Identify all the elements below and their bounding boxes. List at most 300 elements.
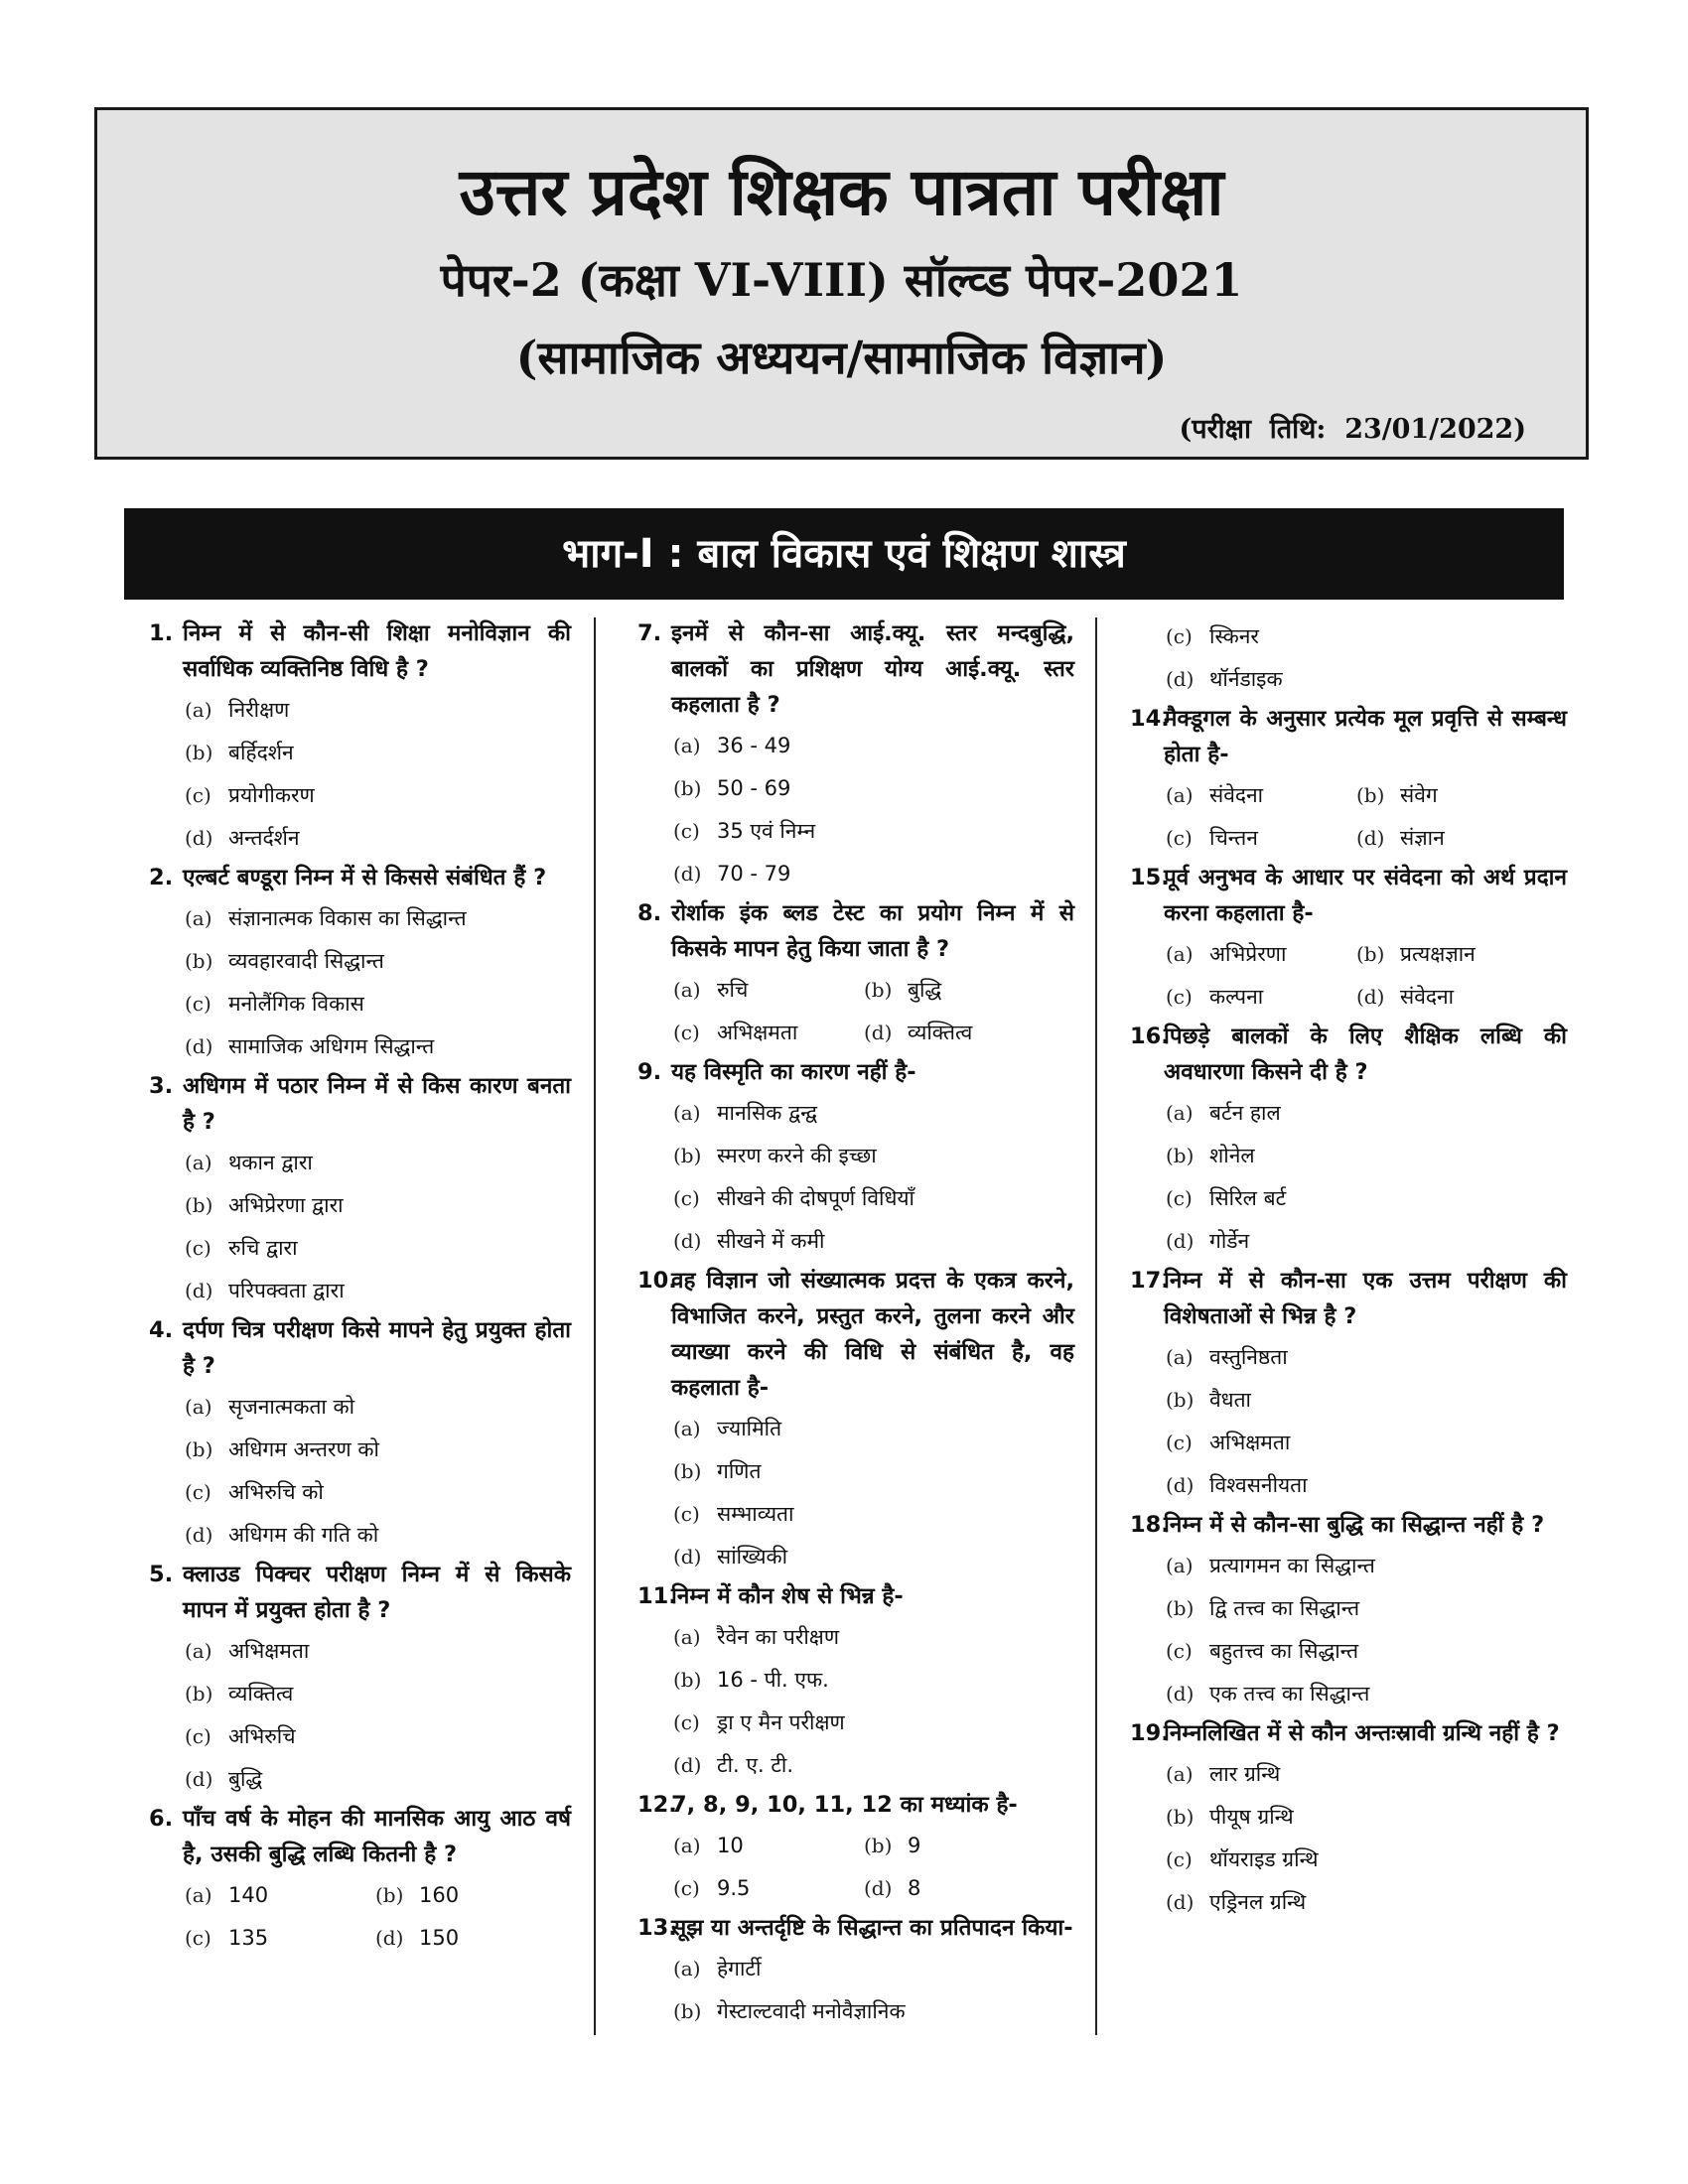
option-text: कल्पना — [1209, 985, 1264, 1009]
option-letter: (a) — [185, 1151, 212, 1174]
option-row — [1130, 933, 1567, 976]
option-text: लार ग्रन्थि — [1209, 1762, 1281, 1786]
question — [1130, 1715, 1567, 1751]
option — [1130, 1545, 1567, 1587]
option-letter: (c) — [1166, 1847, 1193, 1871]
option-letter: (b) — [185, 1193, 213, 1217]
question-item — [637, 1263, 1074, 1578]
option-row — [637, 1825, 1074, 1867]
option-text: संज्ञान — [1400, 826, 1445, 850]
question-text: निम्न में से कौन-सा एक उत्तम परीक्षण की विशेषताओं से भिन्न है ? — [1164, 1268, 1567, 1329]
option-letter: (c) — [1166, 1639, 1193, 1663]
option — [637, 767, 1074, 810]
option-text: 160 — [419, 1883, 460, 1907]
option-letter: (a) — [673, 1417, 701, 1440]
question-number: 14. — [1130, 706, 1170, 732]
option-letter: (d) — [673, 1229, 702, 1253]
option-letter: (a) — [673, 1834, 701, 1857]
option-letter: (c) — [185, 1480, 211, 1504]
option — [1130, 1630, 1567, 1673]
option-text: एड्रिनल ग्रन्थि — [1209, 1890, 1307, 1914]
option — [149, 1514, 571, 1557]
option-letter: (b) — [1166, 1144, 1195, 1167]
option-row — [1130, 976, 1567, 1019]
option — [637, 1135, 1074, 1177]
option-text: अभिप्रेरणा — [1209, 942, 1287, 966]
question-number: 2. — [149, 865, 174, 890]
option-letter: (a) — [673, 1101, 701, 1125]
option — [637, 1220, 1074, 1263]
option-letter: (a) — [673, 1957, 701, 1980]
question-text: वह विज्ञान जो संख्यात्मक प्रदत्त के एकत्र करने, विभाजित करने, प्रस्तुत करने, तुलना करने और व्याख्या करने की विधि से संबंधित है, वह कहलाता है- — [671, 1268, 1074, 1401]
option-letter: (a) — [185, 1883, 212, 1907]
option — [1130, 1336, 1567, 1379]
question-number: 6. — [149, 1806, 174, 1832]
question-item — [149, 1068, 571, 1312]
option-letter: (d) — [1356, 985, 1385, 1009]
option-letter: (b) — [864, 978, 893, 1002]
option-text: ड्रा ए मैन परीक्षण — [717, 1710, 845, 1734]
option-letter: (a) — [1166, 1762, 1194, 1786]
option-letter: (c) — [1166, 1431, 1193, 1454]
option-letter: (c) — [673, 1876, 700, 1900]
option — [1130, 1673, 1567, 1715]
option-text: 36 - 49 — [717, 734, 791, 757]
option-text: 50 - 69 — [717, 776, 791, 800]
question — [637, 1910, 1074, 1946]
option — [149, 1673, 571, 1715]
option-text: अभिक्षमता — [717, 1021, 798, 1044]
option — [637, 1702, 1074, 1744]
option-text: रैवेन का परीक्षण — [717, 1625, 840, 1649]
option — [1130, 1796, 1567, 1839]
question-number: 11. — [637, 1583, 677, 1609]
option-letter: (a) — [673, 978, 701, 1002]
option-letter: (b) — [185, 741, 213, 764]
question — [637, 1787, 1074, 1823]
option-text: 16 - पी. एफ. — [717, 1668, 829, 1692]
option-row — [637, 1012, 1074, 1054]
option — [1130, 615, 1567, 658]
question-column-2 — [637, 615, 1074, 2033]
option-letter: (d) — [185, 1279, 213, 1302]
question-item — [149, 1312, 571, 1557]
option-text: सांख्यिकी — [717, 1545, 788, 1569]
option-letter: (c) — [185, 783, 211, 807]
option-text: स्मरण करने की इच्छा — [717, 1144, 877, 1167]
option-letter: (d) — [864, 1876, 893, 1900]
question-item — [1130, 860, 1567, 1019]
option-text: प्रत्यागमन का सिद्धान्त — [1209, 1554, 1375, 1577]
option — [637, 810, 1074, 853]
option-text: 8 — [908, 1876, 921, 1900]
option-text: सीखने में कमी — [717, 1229, 825, 1253]
option — [637, 1450, 1074, 1493]
option — [1130, 1464, 1567, 1507]
question-text: पूर्व अनुभव के आधार पर संवेदना को अर्थ प्रदान करना कहलाता है- — [1164, 865, 1567, 926]
option-letter: (d) — [185, 1523, 213, 1547]
option-letter: (d) — [1166, 1229, 1195, 1253]
question-item — [637, 895, 1074, 1054]
option-text: थॉर्नडाइक — [1209, 667, 1283, 691]
option — [149, 1142, 571, 1184]
question-item — [637, 1787, 1074, 1910]
option-letter: (a) — [185, 1395, 212, 1419]
question-number: 17. — [1130, 1268, 1170, 1294]
question-number: 8. — [637, 900, 662, 926]
option-letter: (a) — [673, 734, 701, 757]
question-text: दर्पण चित्र परीक्षण किसे मापने हेतु प्रयुक्त होता है ? — [183, 1317, 571, 1379]
question — [149, 615, 571, 687]
option-letter: (b) — [1166, 1388, 1195, 1412]
question-item — [1130, 1507, 1567, 1715]
option-row — [1130, 817, 1567, 860]
question-text: इनमें से कौन-सा आई.क्यू. स्तर मन्दबुद्धि, बालकों का प्रशिक्षण योग्य आई.क्यू. स्तर कहलाता है ? — [671, 620, 1074, 718]
option-letter: (d) — [1166, 667, 1195, 691]
option-text: बुद्धि — [908, 978, 942, 1002]
question-text: पाँच वर्ष के मोहन की मानसिक आयु आठ वर्ष है, उसकी बुद्धि लब्धि कितनी है ? — [183, 1806, 571, 1867]
option-letter: (b) — [1356, 942, 1385, 966]
option-text: 35 एवं निम्न — [717, 819, 816, 843]
option-letter: (c) — [1166, 1186, 1193, 1210]
question — [149, 860, 571, 895]
option-letter: (c) — [1166, 624, 1193, 648]
question-item — [149, 615, 571, 860]
page-subtitle: पेपर-2 (कक्षा VI-VIII) सॉल्व्ड पेपर-2021 — [440, 253, 1243, 307]
option — [149, 1184, 571, 1227]
option-letter: (c) — [185, 1236, 211, 1260]
question-number: 7. — [637, 620, 662, 646]
option-text: संज्ञानात्मक विकास का सिद्धान्त — [228, 906, 467, 930]
option — [1130, 1220, 1567, 1263]
question-text: सूझ या अन्तर्दृष्टि के सिद्धान्त का प्रतिपादन किया- — [671, 1915, 1073, 1941]
option-text: अन्तर्दर्शन — [228, 826, 300, 850]
option — [149, 940, 571, 983]
option-letter: (b) — [1356, 783, 1385, 807]
subject-title: (सामाजिक अध्ययन/सामाजिक विज्ञान) — [515, 331, 1168, 384]
option-text: बर्टन हाल — [1209, 1101, 1281, 1125]
option — [1130, 1839, 1567, 1881]
option — [637, 1536, 1074, 1578]
question-number: 15. — [1130, 865, 1170, 890]
option-text: वैधता — [1209, 1388, 1251, 1412]
option — [637, 1948, 1074, 1990]
option — [637, 1659, 1074, 1702]
option-row — [637, 969, 1074, 1012]
option-letter: (b) — [673, 1999, 702, 2023]
question — [637, 1054, 1074, 1090]
option — [149, 1471, 571, 1514]
question-item — [149, 1557, 571, 1801]
option — [1130, 1587, 1567, 1630]
question-text: एल्बर्ट बण्डूरा निम्न में से किससे संबंधित हैं ? — [183, 865, 547, 890]
option-text: 135 — [228, 1926, 269, 1950]
option — [1130, 1177, 1567, 1220]
option-text: 9.5 — [717, 1876, 751, 1900]
option-letter: (d) — [185, 1034, 213, 1058]
option — [149, 1429, 571, 1471]
option-letter: (d) — [1166, 1682, 1195, 1706]
option-letter: (b) — [673, 776, 702, 800]
option — [637, 1616, 1074, 1659]
question-item — [637, 1054, 1074, 1263]
option-text: संवेग — [1400, 783, 1438, 807]
option — [1130, 1422, 1567, 1464]
option-letter: (a) — [1166, 1101, 1194, 1125]
option — [637, 1493, 1074, 1536]
option — [637, 1408, 1074, 1450]
option-letter: (a) — [1166, 783, 1194, 807]
option-text: गेस्टाल्टवादी मनोवैज्ञानिक — [717, 1999, 906, 2023]
option — [1130, 1753, 1567, 1796]
option-text: रुचि द्वारा — [228, 1236, 298, 1260]
question-number: 9. — [637, 1059, 662, 1085]
option-text: बहुतत्त्व का सिद्धान्त — [1209, 1639, 1359, 1663]
option-letter: (c) — [673, 1186, 700, 1210]
option-text: सम्भाव्यता — [717, 1502, 794, 1526]
option-text: संवेदना — [1400, 985, 1455, 1009]
option-letter: (c) — [1166, 826, 1193, 850]
option — [149, 1025, 571, 1068]
option — [149, 817, 571, 860]
option-text: अभिरुचि को — [228, 1480, 324, 1504]
option-text: बुद्धि — [228, 1767, 263, 1791]
option-text: अधिगम की गति को — [228, 1523, 379, 1547]
option-letter: (b) — [185, 949, 213, 973]
question — [149, 1801, 571, 1872]
option-text: व्यवहारवादी सिद्धान्त — [228, 949, 384, 973]
option — [637, 725, 1074, 767]
option-letter: (a) — [673, 1625, 701, 1649]
question — [1130, 1507, 1567, 1543]
section-title: भाग-I : बाल विकास एवं शिक्षण शास्त्र — [124, 508, 1564, 600]
option-letter: (b) — [1166, 1805, 1195, 1829]
option-text: 70 - 79 — [717, 862, 791, 886]
question-number: 1. — [149, 620, 174, 646]
question-text: रोर्शाक इंक ब्लड टेस्ट का प्रयोग निम्न में से किसके मापन हेतु किया जाता है ? — [671, 900, 1074, 962]
option — [149, 1386, 571, 1429]
option-letter: (b) — [673, 1668, 702, 1692]
option-text: सामाजिक अधिगम सिद्धान्त — [228, 1034, 435, 1058]
option-row — [637, 1867, 1074, 1910]
option-text: 150 — [419, 1926, 460, 1950]
question — [637, 1263, 1074, 1406]
question-column-3 — [1130, 615, 1567, 1924]
question — [637, 1578, 1074, 1614]
question-item — [1130, 701, 1567, 860]
option-text: बर्हिदर्शन — [228, 741, 294, 764]
option-text: सृजनात्मकता को — [228, 1395, 355, 1419]
option-text: सीखने की दोषपूर्ण विधियाँ — [717, 1186, 914, 1210]
exam-date: (परीक्षा तिथि: 23/01/2022) — [1179, 414, 1526, 445]
option-text: 140 — [228, 1883, 269, 1907]
question-number: 18. — [1130, 1512, 1170, 1538]
question-number: 3. — [149, 1073, 174, 1099]
question-number: 16. — [1130, 1024, 1170, 1049]
option-text: व्यक्तित्व — [908, 1021, 973, 1044]
option-row — [149, 1917, 571, 1960]
question-item — [637, 1578, 1074, 1787]
question — [149, 1068, 571, 1140]
option-text: व्यक्तित्व — [228, 1682, 294, 1706]
question-text: पिछड़े बालकों के लिए शैक्षिक लब्धि की अवधारणा किसने दी है ? — [1164, 1024, 1567, 1085]
option-text: स्किनर — [1209, 624, 1259, 648]
option — [149, 1715, 571, 1758]
option — [637, 1744, 1074, 1787]
option — [1130, 1881, 1567, 1924]
option — [149, 1270, 571, 1312]
option — [637, 1990, 1074, 2033]
option-letter: (c) — [673, 819, 700, 843]
option-letter: (b) — [185, 1437, 213, 1461]
question-text: मैक्डूगल के अनुसार प्रत्येक मूल प्रवृत्ति से सम्बन्ध होता है- — [1164, 706, 1567, 767]
question-number: 5. — [149, 1562, 174, 1587]
option-row — [149, 1874, 571, 1917]
option-letter: (d) — [375, 1926, 404, 1950]
option-text: 10 — [717, 1834, 744, 1857]
option-text: मनोलैंगिक विकास — [228, 992, 364, 1016]
question-number: 19. — [1130, 1720, 1170, 1746]
column-divider — [594, 617, 596, 2035]
option-text: शोनेल — [1209, 1144, 1255, 1167]
question-number: 4. — [149, 1317, 174, 1343]
option — [149, 689, 571, 732]
option-letter: (d) — [673, 1753, 702, 1777]
option — [1130, 1379, 1567, 1422]
option — [149, 1630, 571, 1673]
option-letter: (c) — [185, 992, 211, 1016]
question — [637, 895, 1074, 967]
question-item — [149, 860, 571, 1068]
question-text: 7, 8, 9, 10, 11, 12 का मध्यांक है- — [671, 1792, 1018, 1818]
option-text: रुचि — [717, 978, 749, 1002]
question-column-1 — [149, 615, 571, 1960]
option — [149, 983, 571, 1025]
option-text: ज्यामिति — [717, 1417, 782, 1440]
option-letter: (d) — [864, 1021, 893, 1044]
option-letter: (c) — [185, 1926, 211, 1950]
option-text: द्वि तत्त्व का सिद्धान्त — [1209, 1596, 1360, 1620]
question — [149, 1312, 571, 1384]
question-text: निम्न में से कौन-सी शिक्षा मनोविज्ञान की सर्वाधिक व्यक्तिनिष्ठ विधि है ? — [183, 620, 571, 682]
question-item — [1130, 1019, 1567, 1263]
option-letter: (a) — [185, 698, 212, 722]
option-letter: (c) — [185, 1724, 211, 1748]
question-text: निम्नलिखित में से कौन अन्तःस्रावी ग्रन्थि नहीं है ? — [1164, 1720, 1560, 1746]
option-text: गोर्डेन — [1209, 1229, 1250, 1253]
option-letter: (d) — [185, 1767, 213, 1791]
question-text: यह विस्मृति का कारण नहीं है- — [671, 1059, 916, 1085]
question-text: निम्न में कौन शेष से भिन्न है- — [671, 1583, 904, 1609]
question — [1130, 701, 1567, 772]
option — [1130, 1135, 1567, 1177]
option-text: सिरिल बर्ट — [1209, 1186, 1287, 1210]
option-letter: (c) — [673, 1502, 700, 1526]
option-letter: (b) — [864, 1834, 893, 1857]
option-text: अभिक्षमता — [1209, 1431, 1291, 1454]
option-text: विश्वसनीयता — [1209, 1473, 1308, 1497]
question-item — [149, 1801, 571, 1960]
option-text: मानसिक द्वन्द्व — [717, 1101, 817, 1125]
option-letter: (b) — [185, 1682, 213, 1706]
question-text: निम्न में से कौन-सा बुद्धि का सिद्धान्त नहीं है ? — [1164, 1512, 1545, 1538]
option-letter: (a) — [1166, 1554, 1194, 1577]
option-text: अभिप्रेरणा द्वारा — [228, 1193, 344, 1217]
option-letter: (d) — [673, 862, 702, 886]
option — [637, 853, 1074, 895]
option-text: अभिक्षमता — [228, 1639, 310, 1663]
option-letter: (a) — [1166, 1345, 1194, 1369]
option-text: गणित — [717, 1459, 762, 1483]
option-letter: (c) — [673, 1710, 700, 1734]
option-text: वस्तुनिष्ठता — [1209, 1345, 1288, 1369]
option-text: 9 — [908, 1834, 921, 1857]
option-row — [1130, 774, 1567, 817]
question-item — [1130, 1715, 1567, 1924]
question — [1130, 1263, 1567, 1334]
option-letter: (b) — [375, 1883, 404, 1907]
question-item — [1130, 1263, 1567, 1507]
option-letter: (a) — [185, 906, 212, 930]
question-item — [637, 1910, 1074, 2033]
option — [1130, 1092, 1567, 1135]
option-text: एक तत्त्व का सिद्धान्त — [1209, 1682, 1370, 1706]
question-item — [637, 615, 1074, 895]
option — [637, 1177, 1074, 1220]
option-text: थकान द्वारा — [228, 1151, 313, 1174]
option-text: टी. ए. टी. — [717, 1753, 794, 1777]
option-text: प्रयोगीकरण — [228, 783, 315, 807]
option-text: थॉयराइड ग्रन्थि — [1209, 1847, 1319, 1871]
option-letter: (b) — [673, 1144, 702, 1167]
option-text: परिपक्वता द्वारा — [228, 1279, 345, 1302]
option — [1130, 658, 1567, 701]
option-letter: (c) — [1166, 985, 1193, 1009]
option — [149, 732, 571, 774]
option-letter: (a) — [1166, 942, 1194, 966]
question-number: 10. — [637, 1268, 677, 1294]
option-letter: (d) — [1356, 826, 1385, 850]
option-letter: (a) — [185, 1639, 212, 1663]
option-text: पीयूष ग्रन्थि — [1209, 1805, 1294, 1829]
option — [149, 1758, 571, 1801]
option-letter: (c) — [673, 1021, 700, 1044]
question — [1130, 1019, 1567, 1090]
option-letter: (d) — [185, 826, 213, 850]
option-text: हेगार्टी — [717, 1957, 762, 1980]
option-text: चिन्तन — [1209, 826, 1258, 850]
column-divider — [1095, 617, 1097, 2035]
option — [149, 1227, 571, 1270]
option-letter: (b) — [1166, 1596, 1195, 1620]
option-text: निरीक्षण — [228, 698, 290, 722]
question — [637, 615, 1074, 723]
option — [149, 897, 571, 940]
question — [149, 1557, 571, 1628]
option-text: अधिगम अन्तरण को — [228, 1437, 379, 1461]
question — [1130, 860, 1567, 931]
question-text: क्लाउड पिक्चर परीक्षण निम्न में से किसके मापन में प्रयुक्त होता है ? — [183, 1562, 571, 1623]
option-text: अभिरुचि — [228, 1724, 296, 1748]
option-letter: (d) — [1166, 1890, 1195, 1914]
page-title: उत्तर प्रदेश शिक्षक पात्रता परीक्षा — [459, 154, 1224, 230]
option-text: प्रत्यक्षज्ञान — [1400, 942, 1476, 966]
header-box — [94, 107, 1589, 460]
option-text: संवेदना — [1209, 783, 1264, 807]
option — [637, 1092, 1074, 1135]
question-number: 13. — [637, 1915, 677, 1941]
option-letter: (d) — [673, 1545, 702, 1569]
